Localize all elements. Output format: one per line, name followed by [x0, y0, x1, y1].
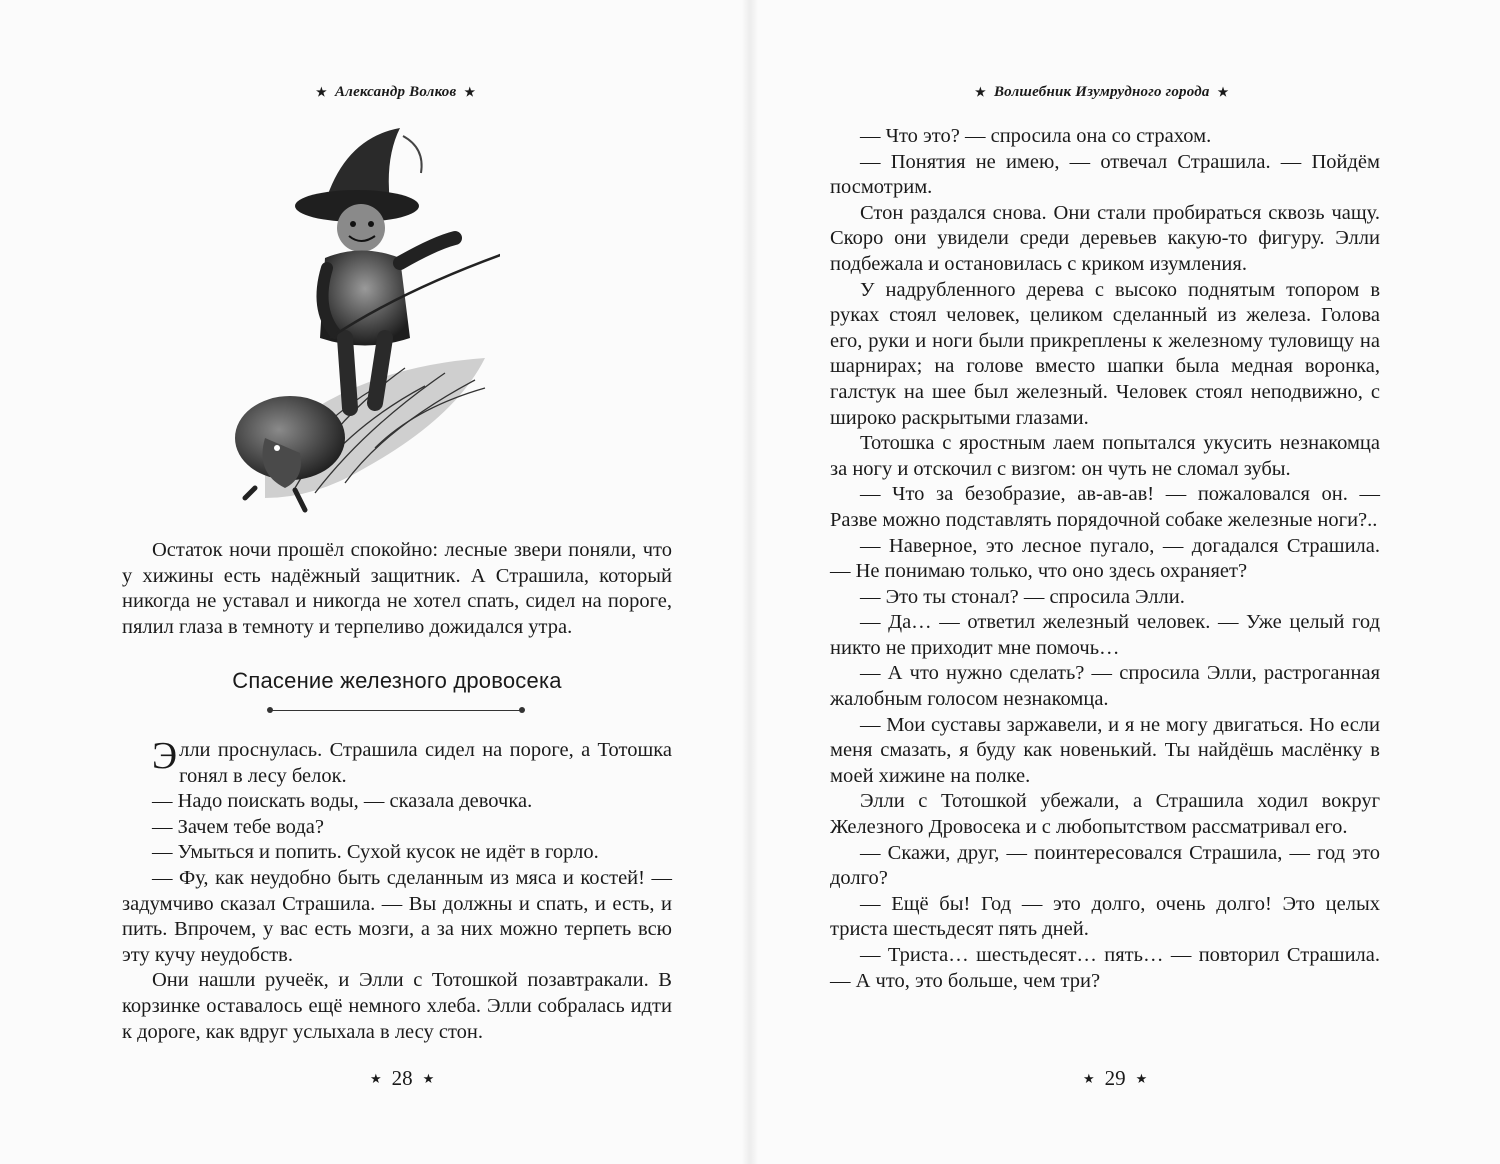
- paragraph: — Фу, как неудобно быть сделанным из мяса и костей! — задумчиво сказал Страшила. — Вы должны и спать, и есть, и пить. Впрочем, у вас есть мозги, а за них можно терпеть всю эту кучу неудобств.: [122, 866, 672, 966]
- paragraph: — Триста… шестьдесят… пять… — повторил Страшила. — А что, это больше, чем три?: [830, 944, 1380, 992]
- star-icon: ★: [975, 85, 986, 99]
- paragraph: — Надо поискать воды, — сказала девочка.: [152, 790, 533, 813]
- scarecrow-with-hedgehog-illustration: [225, 118, 500, 518]
- star-icon: ★: [1135, 1071, 1148, 1086]
- paragraph: Они нашли ручеёк, и Элли с Тотошкой позавтракали. В корзинке оставалось ещё немного хлеба. Элли собралась идти к дороге, как вдруг услыхала в лесу стон.: [122, 969, 672, 1043]
- chapter-title: Спасение железного дровосека: [232, 668, 562, 693]
- running-head-title: [967, 84, 1237, 101]
- paragraph: — Мои суставы заржавели, и я не могу двигаться. Но если меня смазать, я буду как новенький. Ты найдёшь маслёнку в моей хижине на полке.: [830, 713, 1380, 787]
- star-icon: ★: [316, 85, 327, 99]
- right-page: [750, 0, 1500, 1164]
- star-icon: ★: [422, 1071, 435, 1086]
- chapter-text: [122, 735, 672, 1045]
- star-icon: ★: [1083, 1071, 1095, 1086]
- paragraph: Остаток ночи прошёл спокойно: лесные звери поняли, что у хижины есть надёжный защитник. А Страшила, который никогда не уставал и никогда не хотел спать, сидел на пороге, пялил глаза в темноту и терпеливо дожидался утра.: [122, 539, 672, 638]
- paragraph: — Умыться и попить. Сухой кусок не идёт в горло.: [152, 841, 599, 864]
- running-head-text: Волшебник Изумрудного города: [993, 84, 1210, 100]
- main-text: [830, 124, 1380, 994]
- running-head-text: Александр Волков: [334, 84, 457, 100]
- paragraph: Элли с Тотошкой убежали, а Страшила ходил вокруг Железного Дровосека и с любопытством рассматривал его.: [830, 790, 1380, 839]
- page-number: ★ 29 ★: [1083, 1066, 1148, 1090]
- paragraph: — Это ты стонал? — спросила Элли.: [860, 585, 1185, 608]
- star-icon: ★: [464, 85, 476, 99]
- first-paragraph: Элли проснулась. Страшила сидел на пороге, а Тотошка гонял в лесу белок.: [152, 735, 672, 787]
- paragraph: — Что это? — спросила она со страхом.: [860, 125, 1212, 147]
- intro-paragraph: [122, 538, 672, 640]
- paragraph: — Наверное, это лесное пугало, — догадался Страшила. — Не понимаю только, что оно здесь охраняет?: [830, 534, 1380, 583]
- paragraph: — Зачем тебе вода?: [152, 815, 324, 838]
- paragraph: У надрубленного дерева с высоко поднятым топором в руках стоял человек, целиком сделанный из железа. Голова его, руки и ноги были прикреплены к железному туловищу на шарнирах; на голове вместо шапки была медная воронка, галстук на шее был железный. Человек стоял неподвижно, с широко раскрытыми глазами.: [830, 278, 1380, 429]
- paragraph: — Что за безобразие, ав-ав-ав! — пожаловался он. — Разве можно подставлять порядочной собаке железные ноги?..: [830, 483, 1380, 531]
- paragraph: — Понятия не имею, — отвечал Страшила. — Пойдём посмотрим.: [830, 150, 1380, 199]
- title-divider: [270, 710, 522, 711]
- paragraph: — Да… — ответил железный человек. — Уже целый год никто не приходит мне помочь…: [830, 611, 1380, 659]
- paragraph: Стон раздался снова. Они стали пробираться сквозь чащу. Скоро они увидели среди деревьев какую-то фигуру. Элли подбежала и остановилась с криком изумления.: [830, 201, 1380, 275]
- drop-cap: Э: [152, 735, 178, 777]
- star-icon: ★: [1217, 85, 1229, 99]
- page-number: ★ 28 ★: [370, 1066, 435, 1090]
- star-icon: ★: [370, 1071, 382, 1086]
- paragraph: — А что нужно сделать? — спросила Элли, растроганная жалобным голосом незнакомца.: [830, 662, 1380, 711]
- paragraph: Тотошка с яростным лаем попытался укусить незнакомца за ногу и отскочил с визгом: он чуть не сломал зубы.: [830, 432, 1380, 480]
- paragraph: — Скажи, друг, — поинтересовался Страшила, — год это долго?: [830, 841, 1380, 890]
- running-head-author: [308, 84, 483, 101]
- paragraph: — Ещё бы! Год — это долго, очень долго! Это целых триста шестьдесят пять дней.: [830, 892, 1380, 941]
